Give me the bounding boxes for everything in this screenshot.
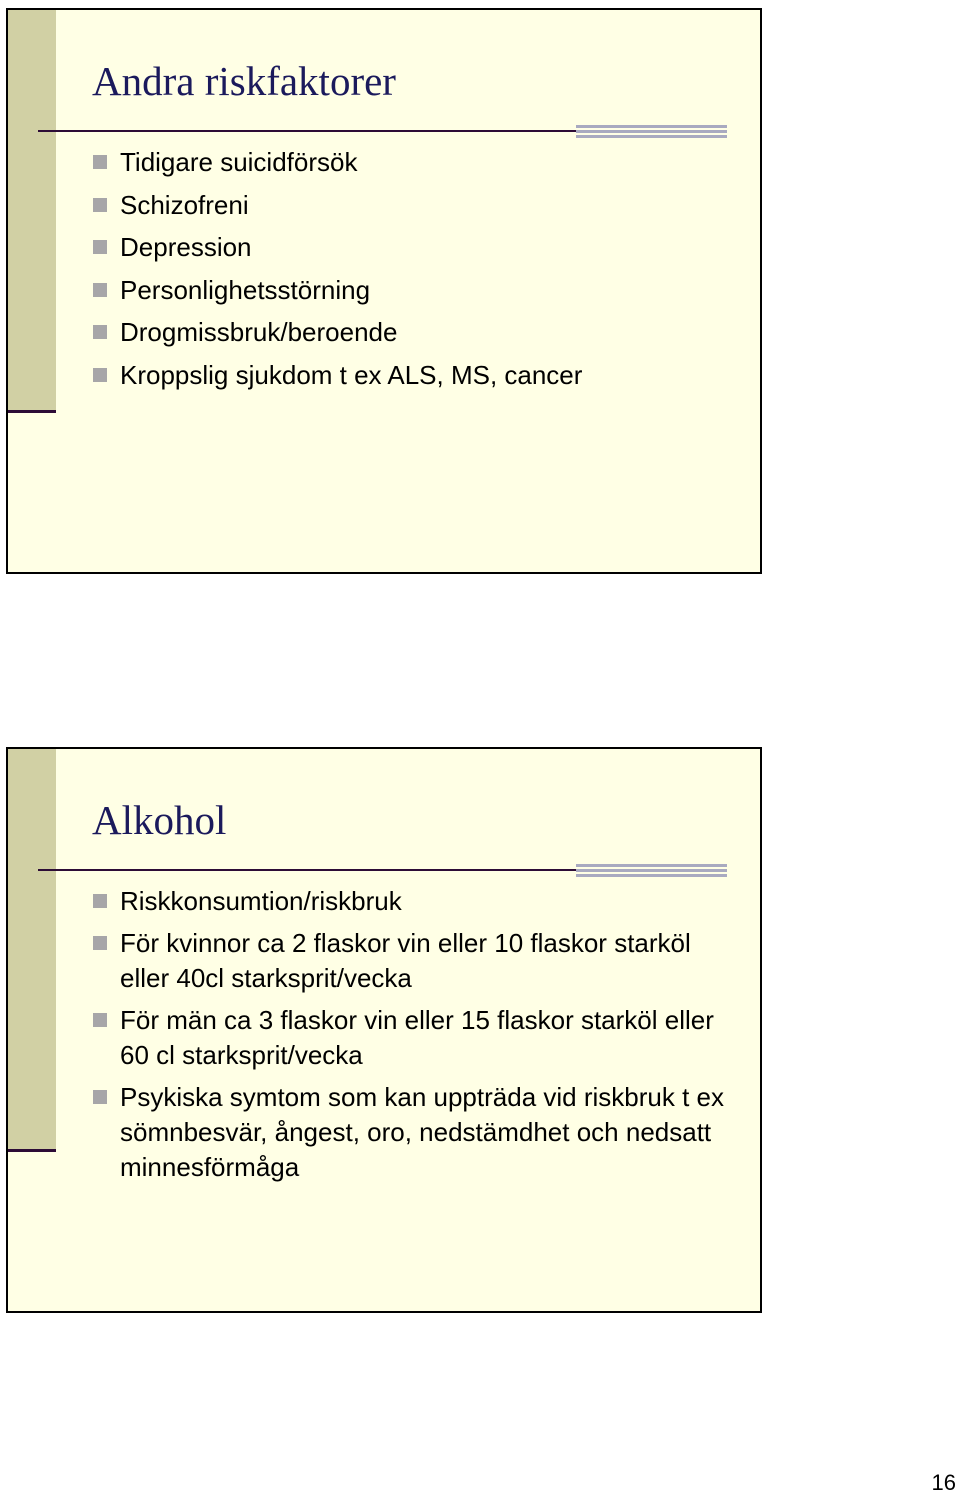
- square-bullet-icon: [93, 1013, 107, 1027]
- bullet-list: [88, 145, 728, 400]
- slide-alkohol: [6, 747, 762, 1313]
- title-underline-accent: [576, 125, 727, 139]
- square-bullet-icon: [93, 240, 107, 254]
- title-underline: [38, 130, 578, 132]
- page-number: 16: [931, 1470, 956, 1495]
- list-item: [88, 273, 728, 308]
- square-bullet-icon: [93, 325, 107, 339]
- list-item-text: Drogmissbruk/beroende: [120, 317, 398, 347]
- slide-side-mark: [8, 410, 56, 413]
- list-item: [88, 884, 728, 919]
- bullet-list: [88, 884, 728, 1192]
- list-item: [88, 1080, 728, 1185]
- list-item: [88, 358, 728, 393]
- list-item-text: För män ca 3 flaskor vin eller 15 flaskor starköl eller 60 cl starksprit/vecka: [120, 1005, 714, 1070]
- slide-andra-riskfaktorer: [6, 8, 762, 574]
- list-item-text: Tidigare suicidförsök: [120, 147, 358, 177]
- square-bullet-icon: [93, 894, 107, 908]
- slide-side-bar: [8, 749, 56, 1151]
- list-item-text: Psykiska symtom som kan uppträda vid riskbruk t ex sömnbesvär, ångest, oro, nedstämdhet och nedsatt minnesförmåga: [120, 1082, 724, 1182]
- square-bullet-icon: [93, 198, 107, 212]
- square-bullet-icon: [93, 368, 107, 382]
- square-bullet-icon: [93, 155, 107, 169]
- list-item-text: Depression: [120, 232, 252, 262]
- list-item: [88, 188, 728, 223]
- square-bullet-icon: [93, 936, 107, 950]
- square-bullet-icon: [93, 283, 107, 297]
- title-underline: [38, 869, 578, 871]
- list-item: [88, 230, 728, 265]
- square-bullet-icon: [93, 1090, 107, 1104]
- slide-title: Alkohol: [92, 797, 227, 843]
- list-item: [88, 926, 728, 996]
- title-underline-accent: [576, 864, 727, 878]
- slide-title: Andra riskfaktorer: [92, 58, 396, 104]
- list-item-text: För kvinnor ca 2 flaskor vin eller 10 flaskor starköl eller 40cl starksprit/vecka: [120, 928, 691, 993]
- list-item-text: Schizofreni: [120, 189, 249, 220]
- list-item-text: Riskkonsumtion/riskbruk: [120, 886, 402, 916]
- list-item-text: Kroppslig sjukdom t ex ALS, MS, cancer: [120, 359, 583, 390]
- list-item: [88, 315, 728, 350]
- list-item-text: Personlighetsstörning: [120, 274, 371, 305]
- slide-side-mark: [8, 1149, 56, 1152]
- list-item: [88, 1003, 728, 1073]
- slide-side-bar: [8, 10, 56, 412]
- list-item: [88, 145, 728, 180]
